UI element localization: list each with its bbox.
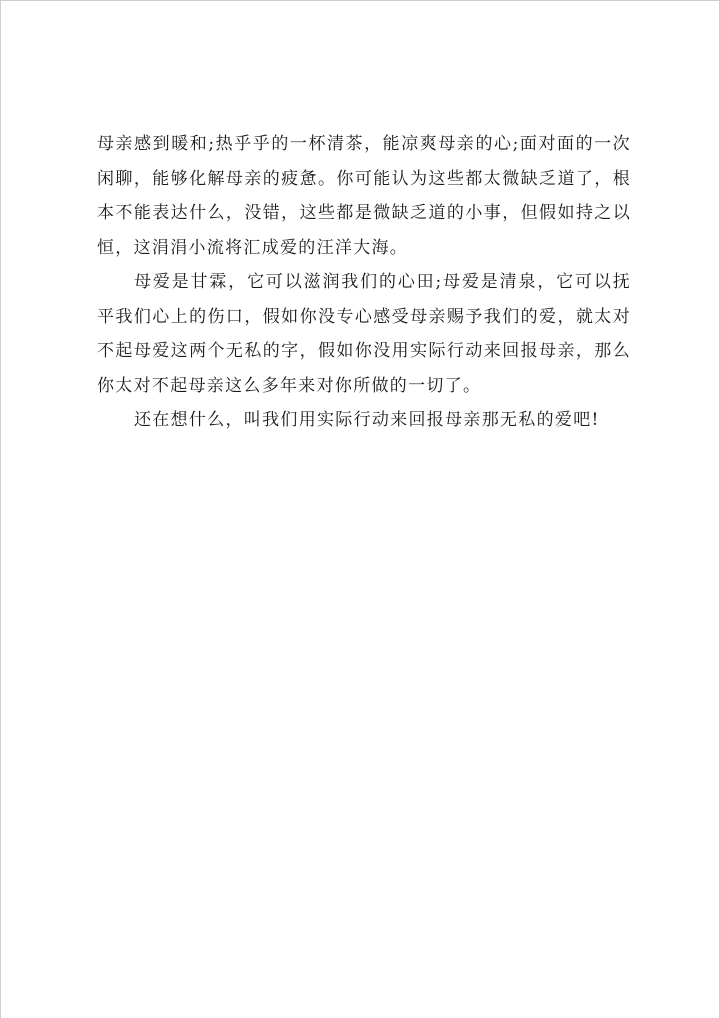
paragraph-3: 还在想什么，叫我们用实际行动来回报母亲那无私的爱吧! <box>134 410 600 430</box>
document-body <box>97 127 631 438</box>
paragraph-1: 母亲感到暖和;热乎乎的一杯清茶，能凉爽母亲的心;面对面的一次闲聊，能够化解母亲的疲惫。你可能认为这些都太微缺乏道了，根本不能表达什么，没错，这些都是微缺乏道的小事，但假如持之以恒，这涓涓小流将汇成爱的汪洋大海。 <box>97 134 631 258</box>
paragraph-2: 母爱是甘霖，它可以滋润我们的心田;母爱是清泉，它可以抚平我们心上的伤口，假如你没专心感受母亲赐予我们的爱，就太对不起母爱这两个无私的字，假如你没用实际行动来回报母亲，那么你太对不起母亲这么多年来对你所做的一切了。 <box>97 272 631 396</box>
